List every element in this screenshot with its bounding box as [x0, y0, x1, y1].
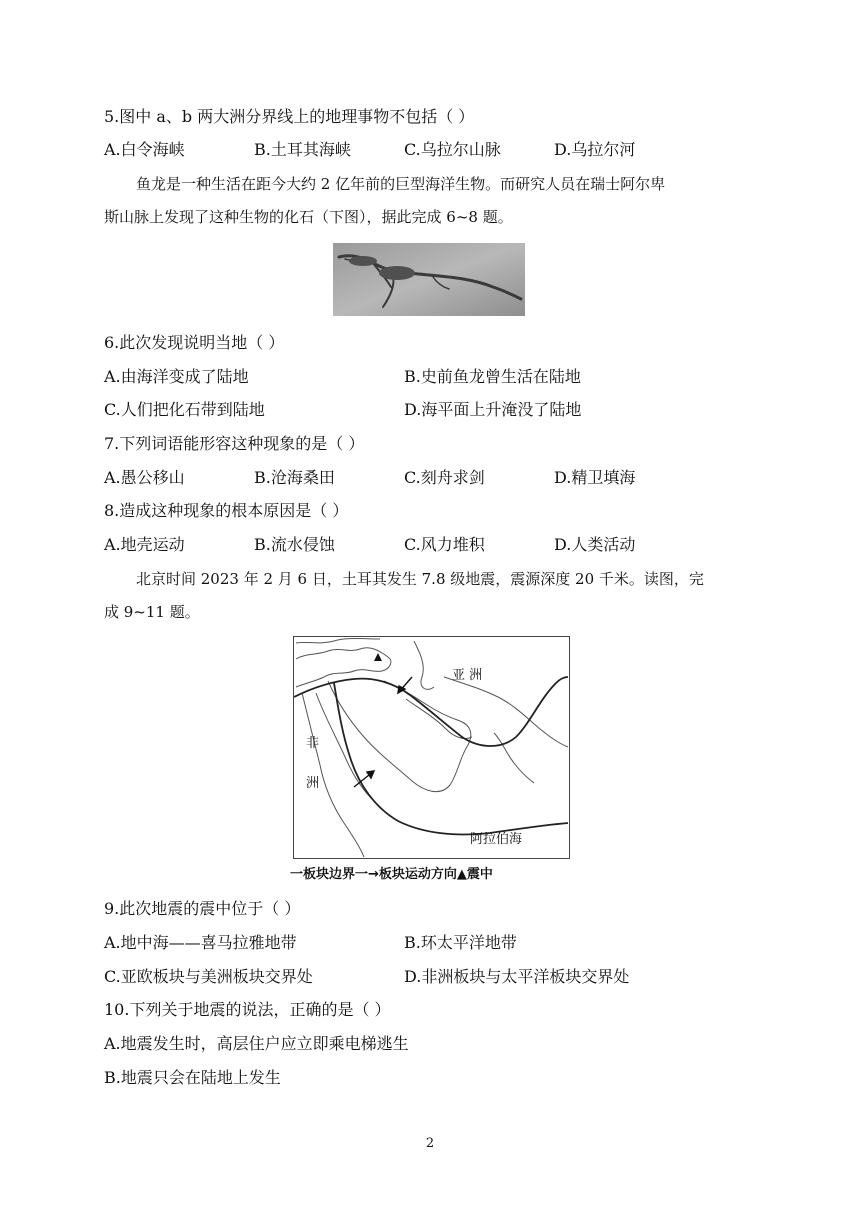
plate-map-figure — [293, 636, 570, 859]
map-label-africa-1: 非 — [306, 736, 320, 751]
q6-option-a: A.由海洋变成了陆地 — [104, 367, 249, 386]
q6-option-b: B.史前鱼龙曾生活在陆地 — [404, 367, 581, 386]
question-8-stem: 8.造成这种现象的根本原因是（ ） — [104, 501, 349, 520]
q6-option-c: C.人们把化石带到陆地 — [104, 400, 265, 419]
page-number: 2 — [425, 1136, 435, 1151]
q5-option-c: C.乌拉尔山脉 — [404, 140, 501, 159]
q9-option-a: A.地中海——喜马拉雅地带 — [104, 933, 297, 952]
question-7-stem: 7.下列词语能形容这种现象的是（ ） — [104, 434, 365, 453]
q10-option-a: A.地震发生时，高层住户应立即乘电梯逃生 — [104, 1034, 409, 1053]
map-legend: 一板块边界一→板块运动方向▲震中 — [290, 867, 493, 882]
q10-option-b: B.地震只会在陆地上发生 — [104, 1068, 281, 1087]
passage-2-line-2: 成 9~11 题。 — [104, 603, 200, 621]
q5-option-b: B.土耳其海峡 — [254, 140, 351, 159]
q9-option-c: C.亚欧板块与美洲板块交界处 — [104, 967, 313, 986]
ichthyosaur-fossil-picture — [333, 243, 525, 316]
q8-option-d: D.人类活动 — [554, 535, 636, 554]
map-label-asia: 亚 洲 — [452, 668, 483, 683]
map-label-africa-2: 洲 — [306, 776, 320, 791]
q7-option-c: C.刻舟求剑 — [404, 468, 485, 487]
question-10-stem: 10.下列关于地震的说法，正确的是（ ） — [104, 1000, 391, 1019]
q8-option-a: A.地壳运动 — [104, 535, 185, 554]
q7-option-b: B.沧海桑田 — [254, 468, 335, 487]
question-6-stem: 6.此次发现说明当地（ ） — [104, 333, 285, 352]
q7-option-d: D.精卫填海 — [554, 468, 636, 487]
map-label-arabian-sea: 阿拉伯海 — [470, 832, 523, 847]
q9-option-d: D.非洲板块与太平洋板块交界处 — [404, 967, 630, 986]
passage-1-line-2: 斯山脉上发现了这种生物的化石（下图），据此完成 6~8 题。 — [104, 208, 513, 226]
q8-option-c: C.风力堆积 — [404, 535, 485, 554]
question-9-stem: 9.此次地震的震中位于（ ） — [104, 899, 301, 918]
q6-option-d: D.海平面上升淹没了陆地 — [404, 400, 582, 419]
q9-option-b: B.环太平洋地带 — [404, 933, 517, 952]
q8-option-b: B.流水侵蚀 — [254, 535, 335, 554]
q5-option-d: D.乌拉尔河 — [554, 140, 636, 159]
q5-option-a: A.白令海峡 — [104, 140, 185, 159]
passage-2-line-1: 北京时间 2023 年 2 月 6 日，土耳其发生 7.8 级地震，震源深度 20 千米。读图，完 — [136, 570, 704, 588]
passage-1-line-1: 鱼龙是一种生活在距今大约 2 亿年前的巨型海洋生物。而研究人员在瑞士阿尔卑 — [136, 175, 666, 193]
middle-east-plate-map — [294, 637, 569, 858]
q7-option-a: A.愚公移山 — [104, 468, 185, 487]
fossil-image — [333, 243, 525, 316]
question-5-stem: 5.图中 a、b 两大洲分界线上的地理事物不包括（ ） — [104, 107, 475, 126]
